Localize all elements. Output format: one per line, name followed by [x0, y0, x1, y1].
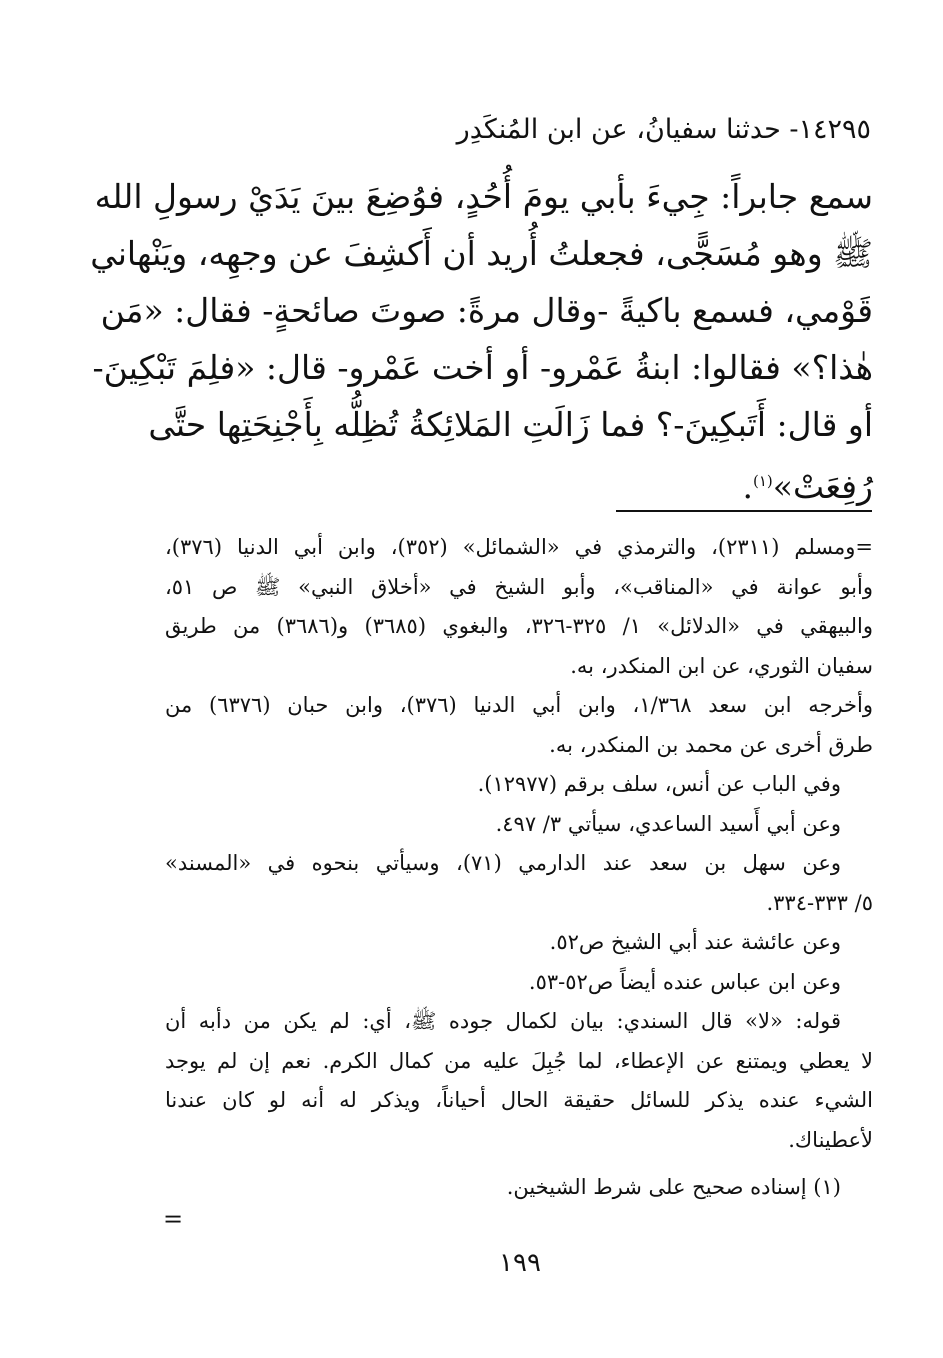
hadith-end-mark: .: [742, 467, 753, 506]
hadith-line: أو قال: أَتَبكِينَ-؟ فما زَالَتِ المَلائِكةُ تُظِلُّه بِأَجْنِحَتِها حتَّى: [148, 405, 873, 444]
footnote-line: وعن أبي أَسيد الساعدي، سيأتي ٣/ ٤٩٧.: [495, 811, 841, 836]
hadith-text: [90, 168, 873, 515]
page-number: ١٩٩: [499, 1248, 541, 1278]
footnote-line: لأعطيناك.: [788, 1127, 873, 1152]
footnote-line: وفي الباب عن أنس، سلف برقم (١٢٩٧٧).: [477, 772, 841, 796]
footnote-line: =ومسلم (٢٣١١)، والترمذي في «الشمائل» (٣٥٢)، وابن أبي الدنيا (٣٧٦)،: [165, 535, 873, 559]
footnote-line: طرق أخرى عن محمد بن المنكدر، به.: [549, 732, 873, 757]
footnote-reference[interactable]: (١): [752, 472, 773, 490]
footnote-divider: [616, 510, 872, 512]
footnote-line: (١) إسناده صحيح على شرط الشيخين.: [506, 1175, 841, 1199]
footnote-gap: [165, 1160, 873, 1168]
footnotes: [165, 528, 873, 1208]
hadith-line-last: [165, 453, 873, 515]
footnote-line: وأبو عوانة في «المناقب»، وأبو الشيخ في «أخلاق النبي» ﷺ ص ٥١،: [165, 574, 873, 599]
footnote-line: وعن سهل بن سعد عند الدارمي (٧١)، وسيأتي بنحوه في «المسند»: [165, 851, 841, 875]
footnote-line: لا يعطي ويمتنع عن الإعطاء، لما جُبِلَ عليه من كمال الكرم. نعم إن لم يوجد: [165, 1048, 873, 1073]
footnote-line: الشيء عنده يذكر للسائل حقيقة الحال أحياناً، ويذكر له أنه لو كان عندنا: [165, 1088, 873, 1112]
footnote-line: وعن ابن عباس عنده أيضاً ص٥٢-٥٣.: [528, 969, 841, 994]
footnote-line: قوله: «لا» قال السندي: بيان لكمال جوده ﷺ، أي: لم يكن من دأبه أن: [165, 1009, 841, 1033]
hadith-line: سمع جابراً: جِيءَ بأبي يومَ أُحُدٍ، فوُضِعَ بينَ يَدَيْ رسولِ الله: [94, 177, 873, 216]
footnote-line: وأخرجه ابن سعد ١/٣٦٨، وابن أبي الدنيا (٣٧٦)، وابن حبان (٦٣٧٦) من: [165, 693, 874, 717]
hadith-line: هٰذا؟» فقالوا: ابنةُ عَمْرو- أو أخت عَمْرو- قال: «فلِمَ تَبْكِينَ-: [92, 348, 873, 387]
hadith-number-and-chain: ١٤٢٩٥- حدثنا سفيانُ، عن ابن المُنكَدِر: [456, 114, 871, 145]
footnote-line: ٥/ ٣٣٣-٣٣٤.: [766, 890, 873, 915]
continuation-mark: =: [163, 1205, 184, 1233]
hadith-line: ﷺ وهو مُسَجًّى، فجعلتُ أُريد أن أَكشِفَ عن وجهِه، ويَنْهاني: [90, 234, 873, 273]
footnote-line: والبيهقي في «الدلائل» ١/ ٣٢٥-٣٢٦، والبغوي (٣٦٨٥) و(٣٦٨٦) من طريق: [165, 614, 874, 638]
hadith-last-words: رُفِعَتْ»: [772, 467, 873, 506]
footnote-line: وعن عائشة عند أبي الشيخ ص٥٢.: [549, 930, 841, 954]
footnote-line: سفيان الثوري، عن ابن المنكدر، به.: [570, 653, 873, 678]
hadith-line: قَوْمي، فسمع باكيةً -وقال مرةً: صوتَ صائحةٍ- فقال: «مَن: [100, 291, 873, 330]
